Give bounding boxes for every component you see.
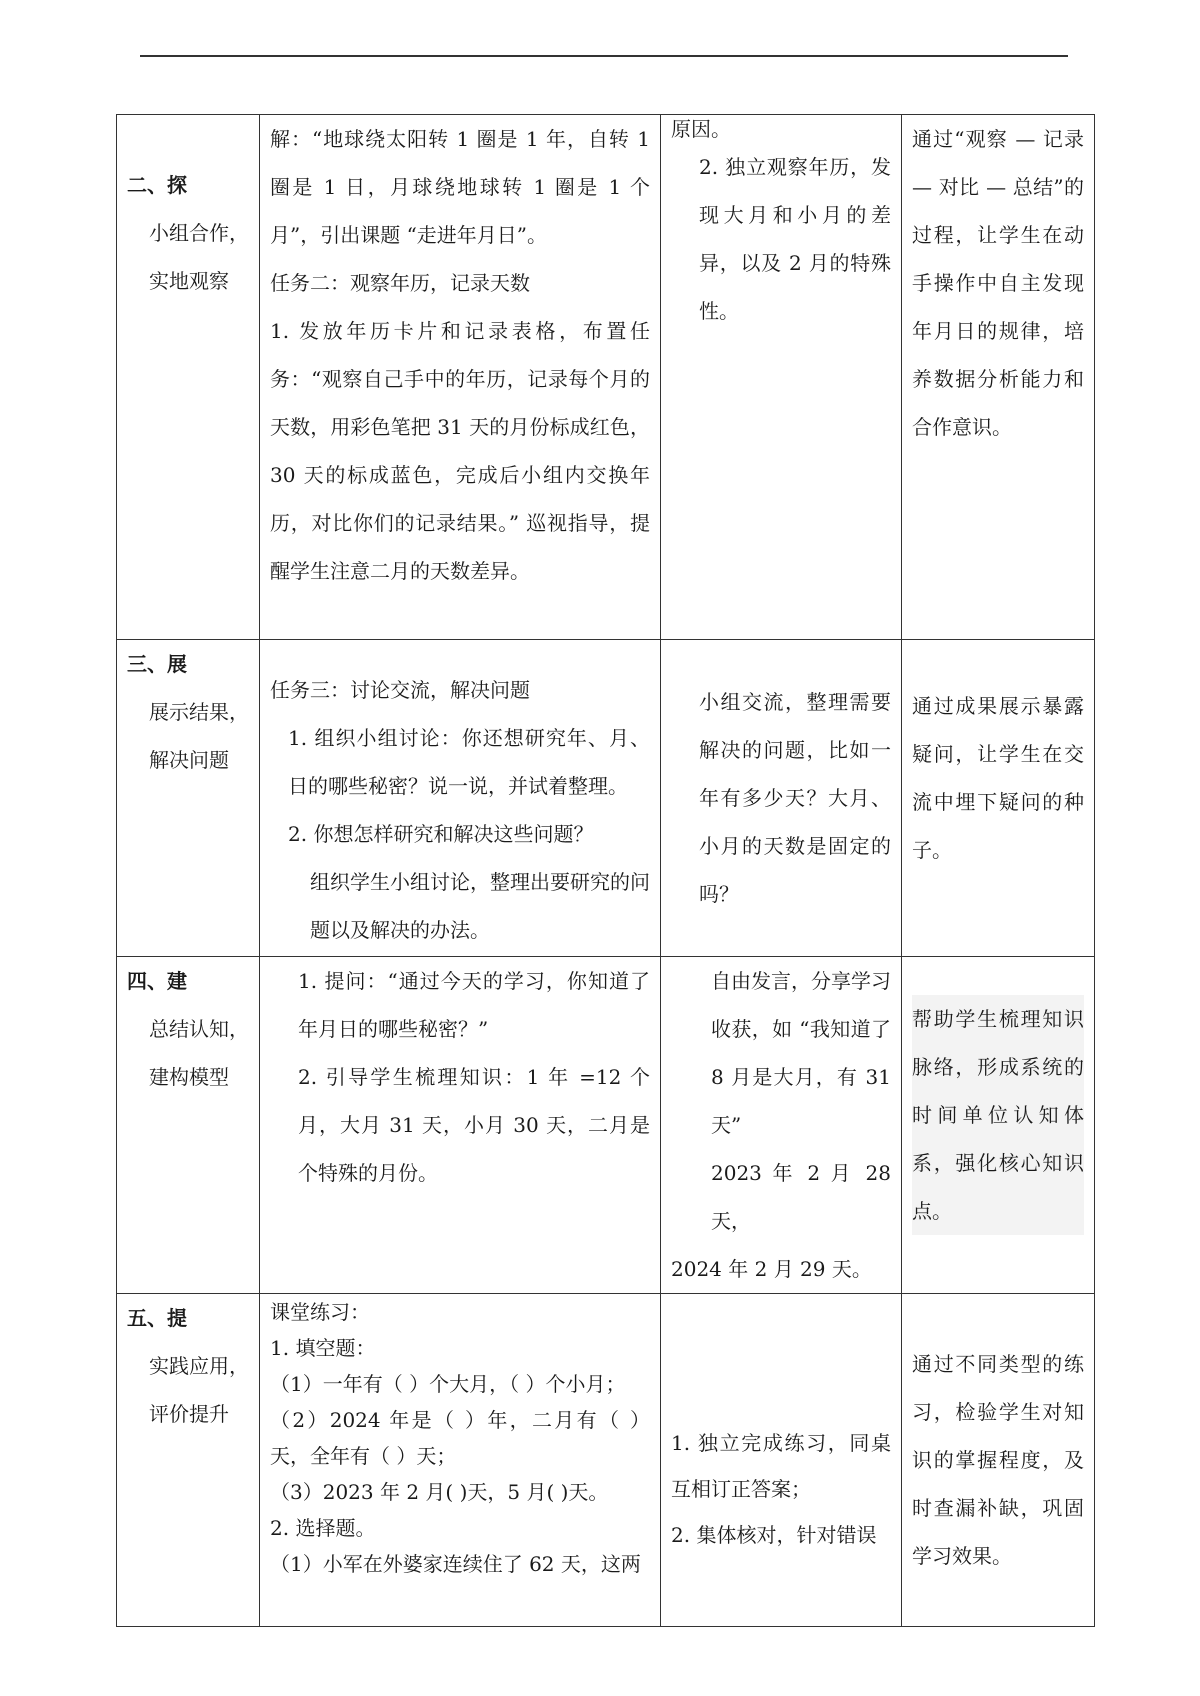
teacher-paragraph: 2. 引导学生梳理知识：1 年 =12 个月，大月 31 天，小月 30 天，二月是个特殊的月份。 <box>298 1065 650 1185</box>
lesson-plan-table <box>116 114 1095 1627</box>
teacher-activity-cell <box>260 640 661 957</box>
teacher-paragraph: 1. 组织小组讨论：你还想研究年、月、日的哪些秘密？说一说，并试着整理。 <box>288 726 650 798</box>
stage-subtitle: 评价提升 <box>149 1402 229 1426</box>
student-activity-cell <box>661 957 902 1294</box>
teacher-activity-cell <box>260 115 661 640</box>
design-intent-cell <box>902 1294 1095 1627</box>
table-row <box>117 1294 1095 1627</box>
stage-subtitle: 建构模型 <box>149 1065 229 1089</box>
student-paragraph: 自由发言，分享学习收获，如 “我知道了 8 月是大月，有 31 天” <box>711 969 891 1137</box>
stage-title: 三、展 <box>127 652 187 676</box>
teacher-paragraph: 1. 发放年历卡片和记录表格，布置任务：“观察自己手中的年历，记录每个月的天数，用彩色笔把 31 天的月份标成红色，30 天的标成蓝色，完成后小组内交换年历，对比你们的记录结果。” 巡视指导，提醒学生注意二月的天数差异。 <box>270 319 650 583</box>
header-rule <box>140 55 1068 57</box>
design-intent-text: 通过“观察 — 记录 — 对比 — 总结”的过程，让学生在动手操作中自主发现年月日的规律，培养数据分析能力和合作意识。 <box>912 127 1084 439</box>
student-paragraph: 原因。 <box>671 117 731 141</box>
teacher-paragraph: 任务二：观察年历，记录天数 <box>270 271 530 295</box>
design-intent-cell <box>902 115 1095 640</box>
design-intent-text: 帮助学生梳理知识脉络，形成系统的时间单位认知体系，强化核心知识点。 <box>912 995 1084 1235</box>
teacher-paragraph: 解：“地球绕太阳转 1 圈是 1 年，自转 1 圈是 1 日，月球绕地球转 1 圈是 1 个月”，引出课题 “走进年月日”。 <box>270 127 650 247</box>
stage-cell <box>117 957 260 1294</box>
student-activity-cell <box>661 115 902 640</box>
student-activity-cell <box>661 640 902 957</box>
stage-title: 二、探 <box>127 173 187 197</box>
design-intent-cell <box>902 957 1095 1294</box>
student-activity-cell <box>661 1294 902 1627</box>
teacher-paragraph: （3）2023 年 2 月( )天，5 月( )天。 <box>270 1480 609 1504</box>
stage-subtitle: 实践应用， <box>149 1354 249 1378</box>
student-paragraph: 2023 年 2 月 28 天， <box>711 1161 891 1233</box>
stage-cell <box>117 115 260 640</box>
stage-subtitle: 解决问题 <box>149 748 229 772</box>
stage-subtitle: 展示结果， <box>149 700 249 724</box>
teacher-paragraph: 课堂练习： <box>270 1300 370 1324</box>
table-row <box>117 640 1095 957</box>
design-intent-cell <box>902 640 1095 957</box>
stage-subtitle: 总结认知， <box>149 1017 249 1041</box>
table-row <box>117 957 1095 1294</box>
teacher-paragraph: （1）一年有（ ）个大月，（ ）个小月； <box>270 1372 626 1396</box>
teacher-activity-cell <box>260 1294 661 1627</box>
stage-cell <box>117 640 260 957</box>
teacher-paragraph: 2. 选择题。 <box>270 1516 376 1540</box>
student-paragraph: 2. 集体核对，针对错误 <box>671 1523 877 1547</box>
stage-title: 四、建 <box>127 969 187 993</box>
teacher-paragraph: （1）小军在外婆家连续住了 62 天，这两 <box>270 1552 641 1576</box>
teacher-paragraph: 组织学生小组讨论，整理出要研究的问题以及解决的办法。 <box>310 870 650 942</box>
design-intent-text: 通过不同类型的练习，检验学生对知识的掌握程度，及时查漏补缺，巩固学习效果。 <box>912 1352 1084 1568</box>
stage-subtitle: 实地观察 <box>149 269 229 293</box>
teacher-paragraph: 2. 你想怎样研究和解决这些问题？ <box>288 822 594 846</box>
stage-title: 五、提 <box>127 1306 187 1330</box>
student-paragraph: 2. 独立观察年历，发现大月和小月的差异，以及 2 月的特殊性。 <box>699 155 891 323</box>
teacher-paragraph: 任务三：讨论交流，解决问题 <box>270 678 530 702</box>
stage-cell <box>117 1294 260 1627</box>
student-paragraph: 2024 年 2 月 29 天。 <box>671 1257 872 1281</box>
teacher-paragraph: 1. 提问：“通过今天的学习，你知道了年月日的哪些秘密？” <box>298 969 650 1041</box>
teacher-paragraph: 1. 填空题： <box>270 1336 376 1360</box>
teacher-paragraph: （2）2024 年是（ ）年，二月有（ ）天，全年有（ ）天； <box>270 1408 650 1468</box>
student-paragraph: 1. 独立完成练习，同桌互相订正答案； <box>671 1431 891 1501</box>
stage-subtitle: 小组合作， <box>149 221 249 245</box>
table-row <box>117 115 1095 640</box>
design-intent-text: 通过成果展示暴露疑问，让学生在交流中埋下疑问的种子。 <box>912 694 1084 862</box>
teacher-activity-cell <box>260 957 661 1294</box>
student-paragraph: 小组交流，整理需要解决的问题，比如一年有多少天？大月、小月的天数是固定的吗？ <box>699 690 891 906</box>
